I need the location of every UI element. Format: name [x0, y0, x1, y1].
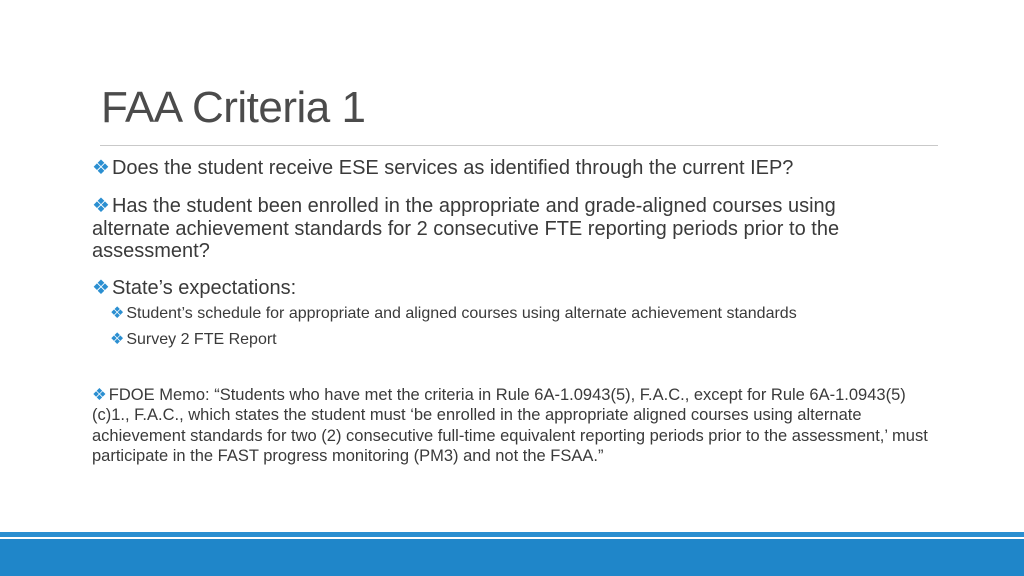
sub-bullet-schedule: [110, 305, 930, 323]
sub-bullet-text: Student’s schedule for appropriate and aligned courses using alternate achievement standards: [126, 305, 797, 322]
bullet-state-expectations: [92, 277, 912, 300]
footer-accent-line: [0, 532, 1024, 537]
bullet-fdoe-memo: [92, 385, 932, 466]
slide-title: FAA Criteria 1: [101, 83, 366, 132]
bullet-enrollment: [92, 195, 912, 263]
diamond-bullet-icon: ❖: [110, 331, 125, 348]
bullet-text: State’s expectations:: [111, 277, 297, 299]
sub-bullet-text: Survey 2 FTE Report: [126, 331, 277, 348]
bullet-text: Has the student been enrolled in the appropriate and grade-aligned courses using alternate achievement standards for 2 consecutive FTE reporting periods prior to the assessment?: [92, 195, 840, 263]
diamond-bullet-icon: ❖: [92, 277, 110, 299]
diamond-bullet-icon: ❖: [92, 195, 110, 217]
footer-band: [0, 539, 1024, 576]
bullet-text: Does the student receive ESE services as identified through the current IEP?: [111, 157, 794, 179]
diamond-bullet-icon: ❖: [92, 157, 110, 179]
sub-bullet-survey: [110, 331, 930, 349]
diamond-bullet-icon: ❖: [110, 305, 125, 322]
diamond-bullet-icon: ❖: [92, 386, 107, 404]
memo-text: FDOE Memo: “Students who have met the criteria in Rule 6A-1.0943(5), F.A.C., except for Rule 6A-1.0943(5)(c)1., F.A.C., which states the student must ‘be enrolled in the appropriate aligned courses using alternate achievement standards for two (2) consecutive full-time equivalent reporting periods prior to the assessment,’ must participate in the FAST progress monitoring (PM3) and not the FSAA.”: [92, 386, 928, 465]
title-divider: [100, 145, 938, 146]
bullet-ese-services: [92, 157, 912, 180]
